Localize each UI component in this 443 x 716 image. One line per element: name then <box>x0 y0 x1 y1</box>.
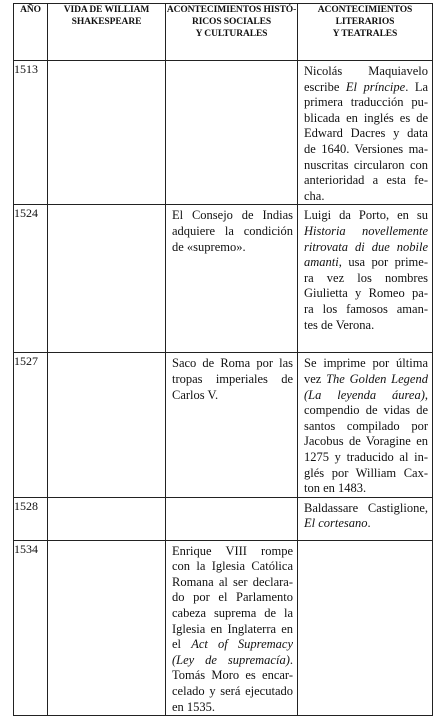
cell-text-line <box>304 516 428 532</box>
italic-text: (Ley de supremacía) <box>172 652 290 667</box>
historical-cell <box>166 353 298 497</box>
cell-text-line <box>304 111 428 127</box>
cell-text-line <box>172 544 293 560</box>
italic-text: The Golden Legend <box>326 371 428 386</box>
text-segment: Giulietta y Romeo pa- <box>304 286 428 301</box>
italic-text: El príncipe <box>345 79 406 94</box>
text-segment: . La <box>405 79 429 94</box>
cell-text-line <box>304 224 428 240</box>
life-cell <box>48 497 166 540</box>
text-segment: ra vez los nombres <box>304 270 428 285</box>
italic-text: ritrovata di due nobile <box>304 239 428 254</box>
italic-text: Act of Supremacy <box>191 637 293 652</box>
text-segment: compendio de vidas de <box>304 403 428 418</box>
literary-cell <box>298 205 433 353</box>
cell-text-line <box>304 240 428 256</box>
table-header-row <box>14 4 433 61</box>
text-segment: nuscritas circularon con <box>304 157 428 172</box>
text-segment: primera traducción pu- <box>304 95 428 110</box>
text-segment: ra los famosos aman- <box>304 301 428 316</box>
year-cell: 1513 <box>14 61 48 205</box>
header-year <box>14 4 48 61</box>
cell-text-line <box>172 559 293 575</box>
cell-text-line <box>172 653 293 669</box>
header-life-line: SHAKESPEARE <box>71 17 142 27</box>
text-segment: en 1535. <box>172 699 216 714</box>
cell-text-line <box>304 255 428 271</box>
text-segment: Baldassare Castiglione, <box>304 500 428 515</box>
text-segment: 1275 y traducido al in- <box>304 449 428 464</box>
text-segment: de 1640. Versiones ma- <box>304 141 428 156</box>
life-cell <box>48 353 166 497</box>
text-segment: blicada en inglés es de <box>304 110 428 125</box>
italic-text: Historia novellemente <box>304 223 428 238</box>
cell-text-line <box>304 388 428 404</box>
cell-text-line <box>172 668 293 684</box>
text-segment: Se imprime por última <box>304 356 428 371</box>
text-segment: El Consejo de Indias <box>172 208 293 223</box>
header-life <box>48 4 166 61</box>
historical-cell <box>166 61 298 205</box>
cell-text-line <box>304 286 428 302</box>
cell-text-line <box>304 403 428 419</box>
text-segment: tes de Verona. <box>304 317 375 332</box>
text-segment: anterioridad a esta fe- <box>304 173 428 188</box>
text-segment: santos compilado por <box>304 418 428 433</box>
header-life-line: VIDA DE WILLIAM <box>63 5 150 15</box>
year-cell: 1524 <box>14 205 48 353</box>
text-segment: Luigi da Porto, en su <box>304 208 428 223</box>
cell-text-line <box>172 240 293 256</box>
cell-text-line <box>172 224 293 240</box>
text-segment: , <box>424 387 428 402</box>
text-segment: Nicolás Maquiavelo <box>304 64 428 78</box>
table-row <box>14 497 433 540</box>
text-segment: Saco de Roma por las <box>172 356 293 371</box>
text-segment: adquiere la condición <box>172 223 293 238</box>
cell-text-line <box>172 356 293 372</box>
table-row <box>14 61 433 205</box>
cell-text-line <box>172 606 293 622</box>
text-segment: tropas imperiales de <box>172 371 293 386</box>
cell-text-line <box>304 126 428 142</box>
cell-text-line <box>304 189 428 205</box>
literary-cell <box>298 61 433 205</box>
text-segment: el <box>172 637 192 652</box>
table-row <box>14 205 433 353</box>
cell-text-line <box>172 372 293 388</box>
text-segment: ton en 1483. <box>304 481 367 496</box>
header-hist-line: Y CULTURALES <box>195 29 268 39</box>
italic-text: El cortesano <box>304 516 368 531</box>
header-hist-line: ACONTECIMIENTOS HISTÓ- <box>166 5 297 15</box>
cell-text-line <box>172 622 293 638</box>
text-segment: Tomás Moro es encar- <box>172 668 293 683</box>
literary-cell <box>298 540 433 716</box>
cell-text-line <box>304 95 428 111</box>
cell-text-line <box>304 501 428 517</box>
chronology-table <box>13 3 433 716</box>
text-segment: glés por William Cax- <box>304 465 428 480</box>
text-segment: vez <box>304 371 327 386</box>
cell-text-line <box>304 208 428 224</box>
text-segment: celado y será ejecutado <box>172 684 293 699</box>
text-segment: . <box>367 516 371 531</box>
cell-text-line <box>304 450 428 466</box>
text-segment: , usa por prime- <box>338 255 428 270</box>
cell-text-line <box>304 318 428 334</box>
cell-text-line <box>304 271 428 287</box>
cell-text-line <box>304 302 428 318</box>
cell-text-line <box>304 419 428 435</box>
cell-text-line <box>304 466 428 482</box>
text-segment: escribe <box>304 79 346 94</box>
text-segment: Carlos V. <box>172 387 219 402</box>
cell-text-line <box>172 575 293 591</box>
cell-text-line <box>172 700 293 716</box>
life-cell <box>48 61 166 205</box>
year-cell: 1528 <box>14 497 48 540</box>
cell-text-line <box>304 173 428 189</box>
text-segment: Edward Dacres y data <box>304 126 428 141</box>
cell-text-line <box>304 64 428 80</box>
text-segment: Romana al ser declara- <box>172 574 293 589</box>
life-cell <box>48 540 166 716</box>
header-lit-line: Y TEATRALES <box>332 29 398 39</box>
cell-text-line <box>304 481 428 497</box>
cell-text-line <box>304 372 428 388</box>
cell-text-line <box>304 158 428 174</box>
text-segment: do por el Parlamento <box>172 590 293 605</box>
cell-text-line <box>304 142 428 158</box>
header-year-text: AÑO <box>20 5 41 15</box>
historical-cell <box>166 540 298 716</box>
header-historical <box>166 4 298 61</box>
cell-text-line <box>172 590 293 606</box>
header-lit-line: ACONTECIMIENTOS <box>317 5 413 15</box>
header-hist-line: RICOS SOCIALES <box>191 17 272 27</box>
cell-text-line <box>304 356 428 372</box>
header-lit-line: LITERARIOS <box>335 17 395 27</box>
year-cell: 1534 <box>14 540 48 716</box>
cell-text-line <box>172 208 293 224</box>
text-segment: Iglesia en Inglaterra en <box>172 621 293 636</box>
text-segment: . <box>289 652 293 667</box>
literary-cell <box>298 353 433 497</box>
cell-text-line <box>172 684 293 700</box>
cell-text-line <box>172 637 293 653</box>
historical-cell <box>166 205 298 353</box>
table-row <box>14 353 433 497</box>
cell-text-line <box>172 388 293 404</box>
text-segment: Enrique VIII rompe <box>172 543 293 558</box>
header-literary <box>298 4 433 61</box>
text-segment: Jacobus de Voragine en <box>304 434 428 449</box>
italic-text: amanti <box>304 255 339 270</box>
life-cell <box>48 205 166 353</box>
literary-cell <box>298 497 433 540</box>
cell-text-line <box>304 434 428 450</box>
text-segment: con la Iglesia Católica <box>172 559 293 574</box>
text-segment: cabeza suprema de la <box>172 606 293 621</box>
italic-text: (La leyenda áurea) <box>304 387 425 402</box>
year-cell: 1527 <box>14 353 48 497</box>
historical-cell <box>166 497 298 540</box>
text-segment: cha. <box>304 188 325 203</box>
cell-text-line <box>304 80 428 96</box>
text-segment: de «supremo». <box>172 239 246 254</box>
table-row <box>14 540 433 716</box>
